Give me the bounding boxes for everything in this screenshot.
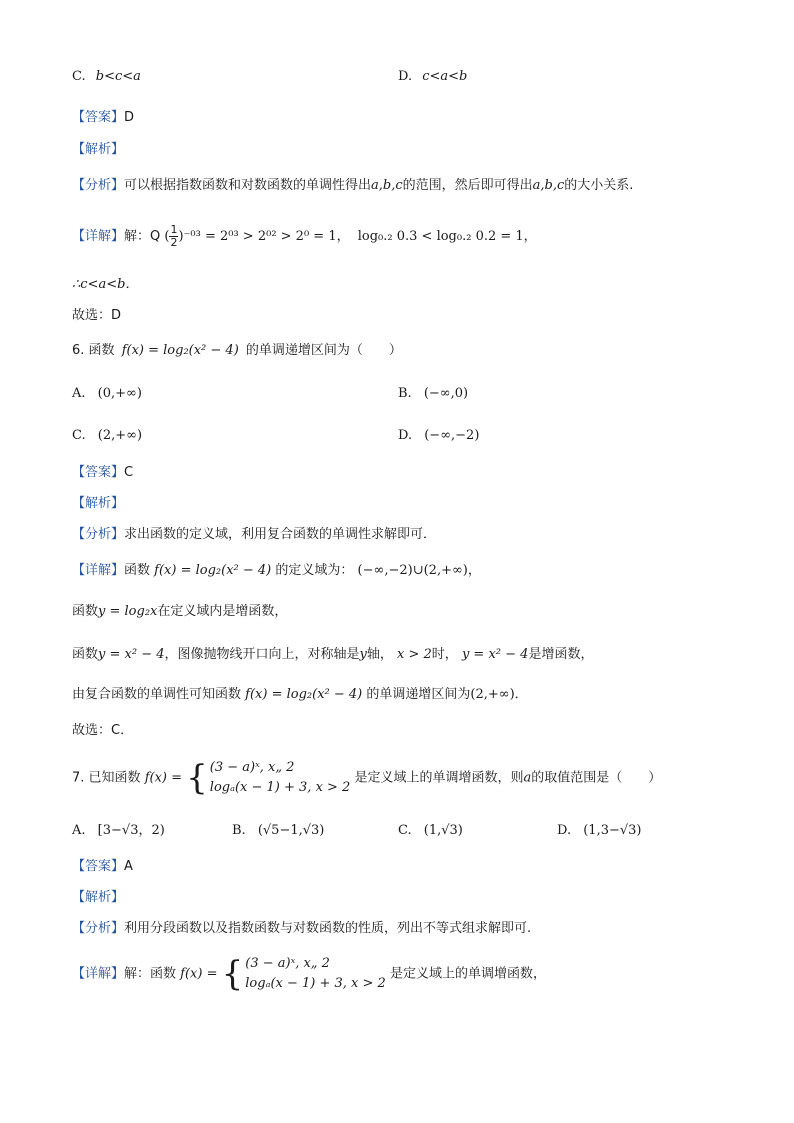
stem-text: 6. 函数 bbox=[72, 343, 115, 358]
detail-math: f(x) = log₂(x² − 4) bbox=[154, 563, 272, 578]
q6-stem bbox=[72, 342, 402, 360]
q7-stem bbox=[72, 756, 661, 801]
fenxi-text: 求出函数的定义域，利用复合函数的单调性求解即可． bbox=[124, 527, 437, 542]
piecewise-function bbox=[186, 756, 350, 800]
q6-detail-line1 bbox=[72, 562, 481, 580]
q6-option-a bbox=[72, 385, 142, 403]
fenxi-text: 利用分段函数以及指数函数与对数函数的性质，列出不等式组求解即可. bbox=[124, 921, 532, 936]
stem-text: 的单调递增区间为（ ） bbox=[245, 343, 402, 358]
q5-option-d bbox=[398, 68, 467, 86]
q6-option-d bbox=[398, 427, 479, 445]
q7-option-c bbox=[398, 822, 463, 840]
q6-option-b bbox=[398, 385, 468, 403]
detail-math: y = log₂x bbox=[98, 604, 158, 619]
q6-fenxi bbox=[72, 526, 436, 544]
option-text: (0,+∞) bbox=[97, 386, 142, 401]
fenxi-tag: 【分析】 bbox=[72, 921, 125, 936]
option-label: A. bbox=[72, 386, 86, 401]
stem-math: a bbox=[523, 770, 532, 786]
stem-text: 的取值范围是（ ） bbox=[531, 770, 662, 786]
detail-tag: 【详解】 bbox=[72, 966, 125, 982]
answer-tag: 【答案】 bbox=[72, 110, 125, 125]
q7-analysis-heading bbox=[72, 889, 124, 907]
q7-detail bbox=[72, 952, 546, 997]
detail-math: x > 2 bbox=[397, 647, 432, 662]
piecewise-function bbox=[222, 952, 386, 996]
q5-fenxi bbox=[72, 177, 633, 195]
fenxi-vars: a,b,c bbox=[532, 178, 565, 193]
answer-tag: 【答案】 bbox=[72, 859, 125, 874]
option-text: (1,3−√3) bbox=[583, 823, 642, 838]
detail-math: )⁻⁰³ = 2⁰³ > 2⁰² > 2⁰ = 1， bbox=[178, 229, 350, 244]
fenxi-vars: a,b,c bbox=[371, 178, 403, 193]
detail-text: 的单调递增区间为 bbox=[366, 687, 471, 702]
q5-analysis-heading bbox=[72, 141, 124, 159]
option-text: (−∞,0) bbox=[423, 386, 469, 401]
option-label: B. bbox=[232, 823, 246, 838]
detail-math: log₀.₂ 0.3 < log₀.₂ 0.2 = 1， bbox=[357, 229, 537, 244]
q5-detail: 【详解】解：Q ( $\frac{1}{2}$ )⁻⁰³ = 2⁰³ > 2⁰² > 2⁰ = 1， log₀.₂ 0.3 < log₀.₂ 0.2 = 1， bbox=[72, 223, 537, 249]
answer-value: C bbox=[124, 465, 134, 480]
option-label: C. bbox=[72, 69, 86, 84]
q7-fenxi bbox=[72, 920, 531, 938]
q6-detail-line2 bbox=[72, 603, 287, 621]
choose-text: 故选：D bbox=[72, 308, 122, 323]
detail-math: (2,+∞) bbox=[470, 687, 515, 702]
detail-domain: (−∞,−2)∪(2,+∞) bbox=[357, 563, 468, 578]
option-label: B. bbox=[398, 386, 412, 401]
piece-line: logₐ(x − 1) + 3, x > 2 bbox=[209, 779, 351, 795]
q7-option-a bbox=[72, 822, 165, 840]
therefore-text: ∴c<a<b． bbox=[72, 277, 139, 292]
stem-math: f(x) = log₂(x² − 4) bbox=[121, 343, 239, 358]
option-label: C. bbox=[72, 428, 86, 443]
option-label: D. bbox=[398, 69, 413, 84]
q6-analysis-heading bbox=[72, 495, 124, 513]
stem-text: 7. 已知函数 bbox=[72, 770, 141, 786]
option-text: (−∞,−2) bbox=[424, 428, 480, 443]
option-label: A. bbox=[72, 823, 86, 838]
detail-text: ． bbox=[514, 687, 528, 702]
detail-tag: 【详解】 bbox=[72, 229, 125, 244]
q7-option-d bbox=[557, 822, 642, 840]
option-text: (1,√3) bbox=[423, 823, 463, 838]
detail-math: y = x² − 4 bbox=[461, 647, 529, 662]
q6-detail-line4 bbox=[72, 686, 528, 704]
answer-value: D bbox=[124, 110, 135, 125]
detail-text: ， bbox=[467, 563, 481, 578]
q7-option-b bbox=[232, 822, 324, 840]
detail-math: f(x) = log₂(x² − 4) bbox=[245, 687, 363, 702]
detail-text: 轴， bbox=[366, 647, 393, 662]
detail-text: 函数 bbox=[72, 647, 99, 662]
detail-math: f(x) = bbox=[180, 966, 218, 982]
detail-text: 的定义域为： bbox=[275, 563, 354, 578]
brace-icon: { bbox=[186, 757, 208, 798]
detail-text: 时， bbox=[431, 647, 458, 662]
stem-math: f(x) = bbox=[144, 770, 182, 786]
fenxi-tag: 【分析】 bbox=[72, 527, 125, 542]
piece-line: logₐ(x − 1) + 3, x > 2 bbox=[245, 975, 386, 991]
q6-answer bbox=[72, 464, 133, 482]
option-text: [3−√3，2) bbox=[97, 823, 165, 838]
detail-text: 函数 bbox=[72, 604, 99, 619]
answer-tag: 【答案】 bbox=[72, 465, 125, 480]
stem-text: 是定义域上的单调增函数，则 bbox=[354, 770, 524, 786]
fenxi-text: 的范围，然后即可得出 bbox=[402, 178, 533, 193]
q5-answer bbox=[72, 109, 134, 127]
detail-text: 是增函数， bbox=[528, 647, 594, 662]
q5-therefore bbox=[72, 276, 138, 294]
q5-choose bbox=[72, 307, 121, 325]
piece-line: (3 − a)ˣ, x„ 2 bbox=[245, 955, 330, 971]
q5-option-c bbox=[72, 68, 141, 86]
analysis-tag: 【解析】 bbox=[72, 142, 125, 157]
detail-text: ，图像抛物线开口向上，对称轴是 bbox=[164, 647, 360, 662]
q6-detail-line3 bbox=[72, 646, 593, 664]
fenxi-text: 的大小关系. bbox=[564, 178, 634, 193]
option-text: c<a<b bbox=[422, 69, 468, 84]
detail-text: 函数 bbox=[124, 563, 151, 578]
detail-text: 是定义域上的单调增函数， bbox=[389, 966, 546, 982]
option-label: D. bbox=[557, 823, 572, 838]
detail-text: 由复合函数的单调性可知函数 bbox=[72, 687, 242, 702]
q7-answer bbox=[72, 858, 133, 876]
fenxi-tag: 【分析】 bbox=[72, 178, 125, 193]
detail-tag: 【详解】 bbox=[72, 563, 125, 578]
analysis-tag: 【解析】 bbox=[72, 890, 125, 905]
fenxi-text: 可以根据指数函数和对数函数的单调性得出 bbox=[124, 178, 372, 193]
detail-text: 在定义域内是增函数， bbox=[157, 604, 288, 619]
detail-text: 解：函数 bbox=[124, 966, 177, 982]
fraction-denominator: 2 bbox=[170, 236, 178, 249]
fraction-numerator: 1 bbox=[170, 223, 178, 236]
answer-value: A bbox=[124, 859, 133, 874]
q6-option-c bbox=[72, 427, 142, 445]
detail-math: y = x² − 4 bbox=[98, 647, 165, 662]
option-label: C. bbox=[398, 823, 412, 838]
q6-choose bbox=[72, 722, 133, 740]
option-text: (√5−1,√3) bbox=[257, 823, 325, 838]
detail-text: 解：Q bbox=[124, 229, 161, 244]
analysis-tag: 【解析】 bbox=[72, 496, 125, 511]
option-text: b<c<a bbox=[95, 69, 141, 84]
piece-line: (3 − a)ˣ, x„ 2 bbox=[209, 759, 295, 775]
choose-text: 故选：C． bbox=[72, 723, 134, 738]
brace-icon: { bbox=[221, 953, 244, 994]
option-text: (2,+∞) bbox=[97, 428, 143, 443]
detail-math: y bbox=[359, 647, 367, 662]
option-label: D. bbox=[398, 428, 413, 443]
